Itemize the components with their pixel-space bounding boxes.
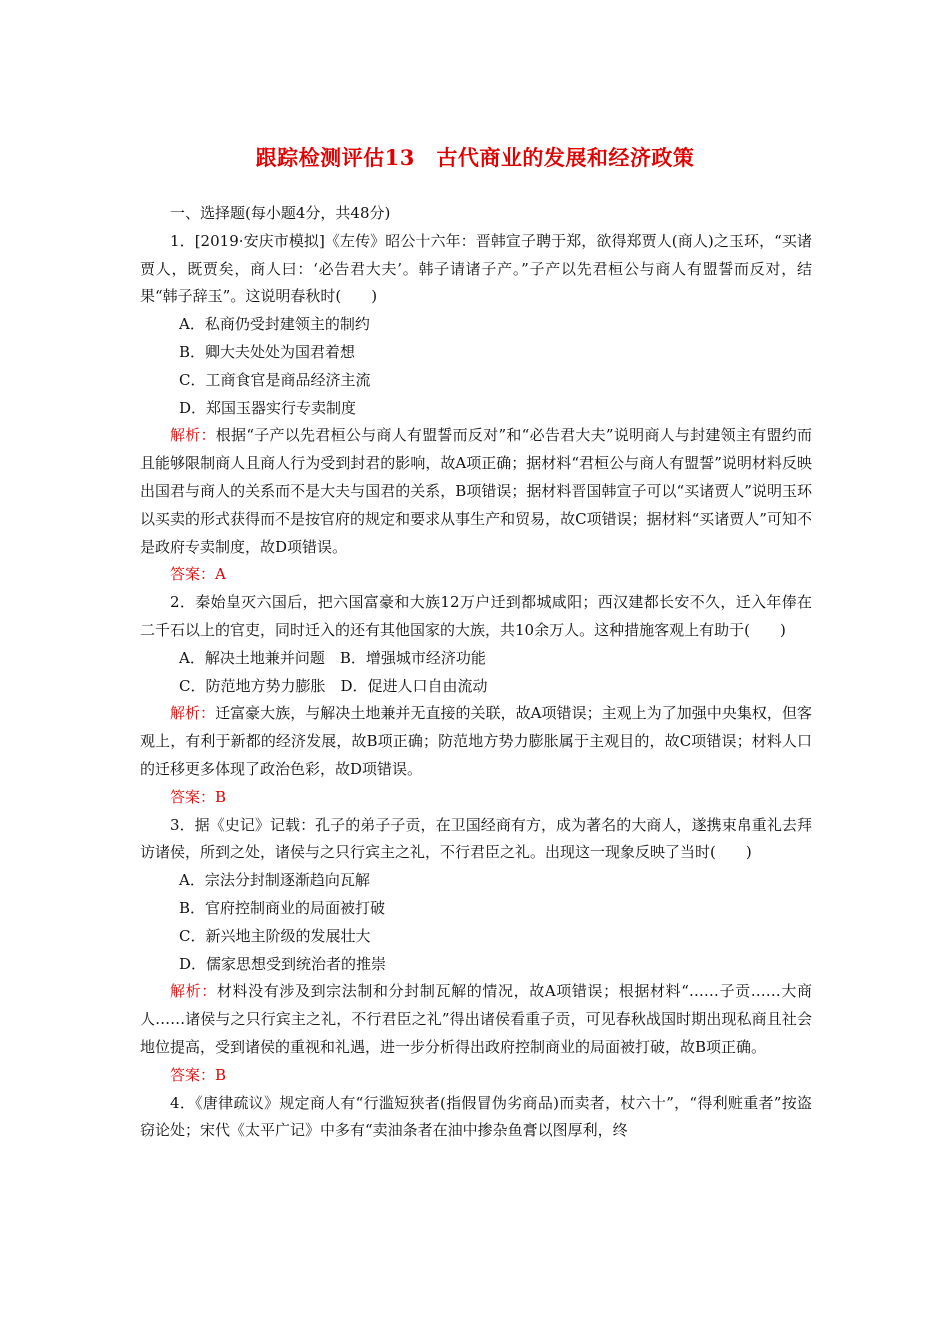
option: B．官府控制商业的局面被打破 [179, 898, 386, 917]
analysis [140, 978, 812, 1061]
answer-value: B [215, 1065, 227, 1084]
option: A．解决土地兼并问题 B．增强城市经济功能 [179, 648, 486, 667]
answer-label: 答案： [170, 787, 216, 806]
question-stem: 4．《唐律疏议》规定商人有“行滥短狭者(指假冒伪劣商品)而卖者，杖六十”，“得利赃重者”按盗窃论处；宋代《太平广记》中多有“卖油条者在油中掺杂鱼膏以图厚利，终 [140, 1093, 812, 1140]
analysis [140, 700, 812, 783]
analysis-label: 解析： [170, 982, 217, 1001]
analysis-label: 解析： [170, 426, 216, 445]
answer-value: A [215, 565, 226, 584]
option: A．宗法分封制逐渐趋向瓦解 [179, 871, 370, 890]
analysis-text: 材料没有涉及到宗法制和分封制瓦解的情况，故A项错误；根据材料“……子贡……大商人……诸侯与之只行宾主之礼，不行君臣之礼”得出诸侯看重子贡，可见春秋战国时期出现私商且社会地位提高，受到诸侯的重视和礼遇，进一步分析得出政府控制商业的局面被打破，故B项正确。 [140, 982, 812, 1056]
analysis-text: 根据“子产以先君桓公与商人有盟誓而反对”和“必告君大夫”说明商人与封建领主有盟约而且能够限制商人且商人行为受到封君的影响，故A项正确；据材料“君桓公与商人有盟誓”说明材料反映出国君与商人的关系而不是大夫与国君的关系，B项错误；据材料晋国韩宣子可以“买诸贾人”说明玉环以买卖的形式获得而不是按官府的规定和要求从事生产和贸易，故C项错误；据材料“买诸贾人”可知不是政府专卖制度，故D项错误。 [140, 426, 812, 556]
analysis-label: 解析： [170, 704, 216, 723]
answer-label: 答案： [170, 565, 216, 584]
option: A．私商仍受封建领主的制约 [179, 315, 370, 334]
analysis-text: 迁富豪大族，与解决土地兼并无直接的关联，故A项错误；主观上为了加强中央集权，但客观上，有利于新都的经济发展，故B项正确；防范地方势力膨胀属于主观目的，故C项错误；材料人口的迁移更多体现了政治色彩，故D项错误。 [140, 704, 812, 778]
document-body [140, 200, 812, 1145]
section-heading: 一、选择题(每小题4分，共48分) [170, 204, 391, 222]
page-title: 跟踪检测评估13 古代商业的发展和经济政策 [255, 145, 695, 170]
option: D．儒家思想受到统治者的推崇 [179, 954, 387, 973]
question-stem: 1．[2019·安庆市模拟]《左传》昭公十六年：晋韩宣子聘于郑，欲得郑贾人(商人)之玉环，“买诸贾人，既贾矣，商人曰：‘必告君大夫’。韩子请诸子产。”子产以先君桓公与商人有盟誓而反对，结果“韩子辞玉”。这说明春秋时( ) [140, 231, 812, 306]
option: C．工商食官是商品经济主流 [179, 370, 371, 389]
option: C．新兴地主阶级的发展壮大 [179, 926, 371, 945]
option: D．郑国玉器实行专卖制度 [179, 398, 357, 417]
answer [140, 784, 812, 812]
answer [140, 1062, 812, 1090]
answer-value: B [215, 787, 227, 806]
answer-label: 答案： [170, 1065, 216, 1084]
question-stem: 3．据《史记》记载：孔子的弟子子贡，在卫国经商有方，成为著名的大商人，遂携束帛重礼去拜访诸侯，所到之处，诸侯与之只行宾主之礼，不行君臣之礼。出现这一现象反映了当时( ) [140, 815, 812, 862]
question-stem: 2．秦始皇灭六国后，把六国富豪和大族12万户迁到都城咸阳；西汉建都长安不久，迁入年俸在二千石以上的官吏，同时迁入的还有其他国家的大族，共10余万人。这种措施客观上有助于( ) [140, 593, 812, 639]
answer [140, 561, 812, 589]
option: B．卿大夫处处为国君着想 [179, 342, 356, 361]
option: C．防范地方势力膨胀 D．促进人口自由流动 [179, 676, 488, 695]
analysis [140, 422, 812, 561]
